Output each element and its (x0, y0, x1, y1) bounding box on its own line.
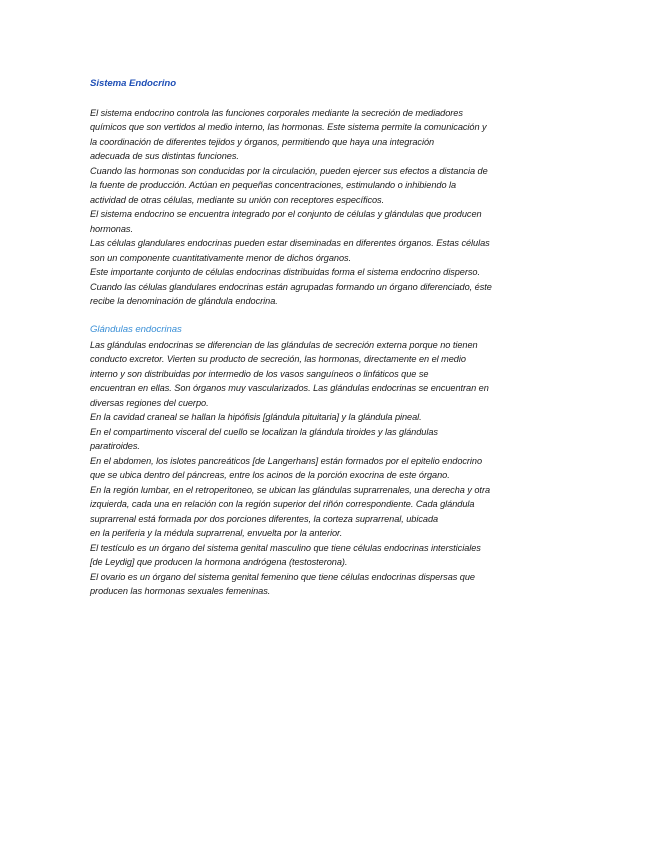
paragraph-line: Cuando las hormonas son conducidas por la circulación, pueden ejercer sus efectos a distancia de (90, 165, 488, 176)
paragraph-line: hormonas. (90, 223, 133, 234)
document-page (90, 77, 570, 599)
paragraph-line: El sistema endocrino se encuentra integrado por el conjunto de células y glándulas que producen (90, 209, 482, 219)
paragraph-line: diversas regiones del cuerpo. (90, 397, 209, 408)
paragraph-line: actividad de otras células, mediante su unión con receptores específicos. (90, 194, 385, 205)
paragraph-line: El testículo es un órgano del sistema genital masculino que tiene células endocrinas intersticiales (90, 542, 481, 553)
paragraph-line: en la periferia y la médula suprarrenal, envuelta por la anterior. (90, 528, 343, 538)
paragraph-line: En el abdomen, los islotes pancreáticos [de Langerhans] están formados por el epitelio endocrino (90, 455, 483, 466)
paragraph-line: Las glándulas endocrinas se diferencian de las glándulas de secreción externa porque no tienen (90, 339, 478, 350)
paragraph-line: El sistema endocrino controla las funciones corporales mediante la secreción de mediadores (90, 107, 463, 118)
paragraph-line: interno y son distribuidas por intermedio de los vasos sanguíneos o linfáticos que se (90, 368, 429, 379)
paragraph-line: paratiroides. (90, 441, 140, 451)
paragraph-line: que se ubica dentro del páncreas, entre los acinos de la porción exocrina de este órgano. (90, 470, 450, 480)
paragraph-line: conducto excretor. Vierten su producto de secreción, las hormonas, directamente en el medio (90, 354, 466, 364)
document-title: Sistema Endocrino (90, 78, 177, 89)
paragraph-line: izquierda, cada una en relación con la región superior del riñón correspondiente. Cada glándula (90, 499, 475, 509)
paragraph-line: adecuada de sus distintas funciones. (90, 151, 239, 161)
section-spacer (90, 309, 570, 324)
paragraph-line: la fuente de producción. Actúan en pequeñas concentraciones, estimulando o inhibiendo la (90, 180, 457, 190)
paragraph-line: En la región lumbar, en el retroperitoneo, se ubican las glándulas suprarrenales, una derecha y otra (90, 484, 491, 495)
section-subtitle: Glándulas endocrinas (90, 324, 182, 335)
paragraph-line: la coordinación de diferentes tejidos y órganos, permitiendo que haya una integración (90, 136, 435, 147)
paragraph-line: Las células glandulares endocrinas pueden estar diseminadas en diferentes órganos. Estas células (90, 238, 490, 248)
paragraph-line: producen las hormonas sexuales femeninas. (90, 586, 271, 596)
section-intro (90, 106, 570, 309)
paragraph-line: suprarrenal está formada por dos porciones diferentes, la corteza suprarrenal, ubicada (90, 513, 439, 524)
paragraph-line: El ovario es un órgano del sistema genital femenino que tiene células endocrinas dispersas que (90, 571, 475, 582)
paragraph-line: [de Leydig] que producen la hormona andrógena (testosterona). (90, 557, 348, 567)
section-glands (90, 338, 570, 599)
paragraph-line: En el compartimento visceral del cuello se localizan la glándula tiroides y las glándulas (90, 426, 438, 437)
paragraph-line: químicos que son vertidos al medio interno, las hormonas. Este sistema permite la comunicación y (90, 122, 487, 132)
paragraph-line: recibe la denominación de glándula endocrina. (90, 296, 278, 306)
paragraph-line: son un componente cuantitativamente menor de dichos órganos. (90, 252, 352, 263)
paragraph-line: En la cavidad craneal se hallan la hipófisis [glándula pituitaria] y la glándula pineal. (90, 412, 422, 422)
paragraph-line: encuentran en ellas. Son órganos muy vascularizados. Las glándulas endocrinas se encuentran en (90, 383, 489, 393)
paragraph-line: Cuando las células glandulares endocrinas están agrupadas formando un órgano diferenciado, éste (90, 281, 492, 292)
paragraph-line: Este importante conjunto de células endocrinas distribuidas forma el sistema endocrino disperso. (90, 267, 480, 277)
